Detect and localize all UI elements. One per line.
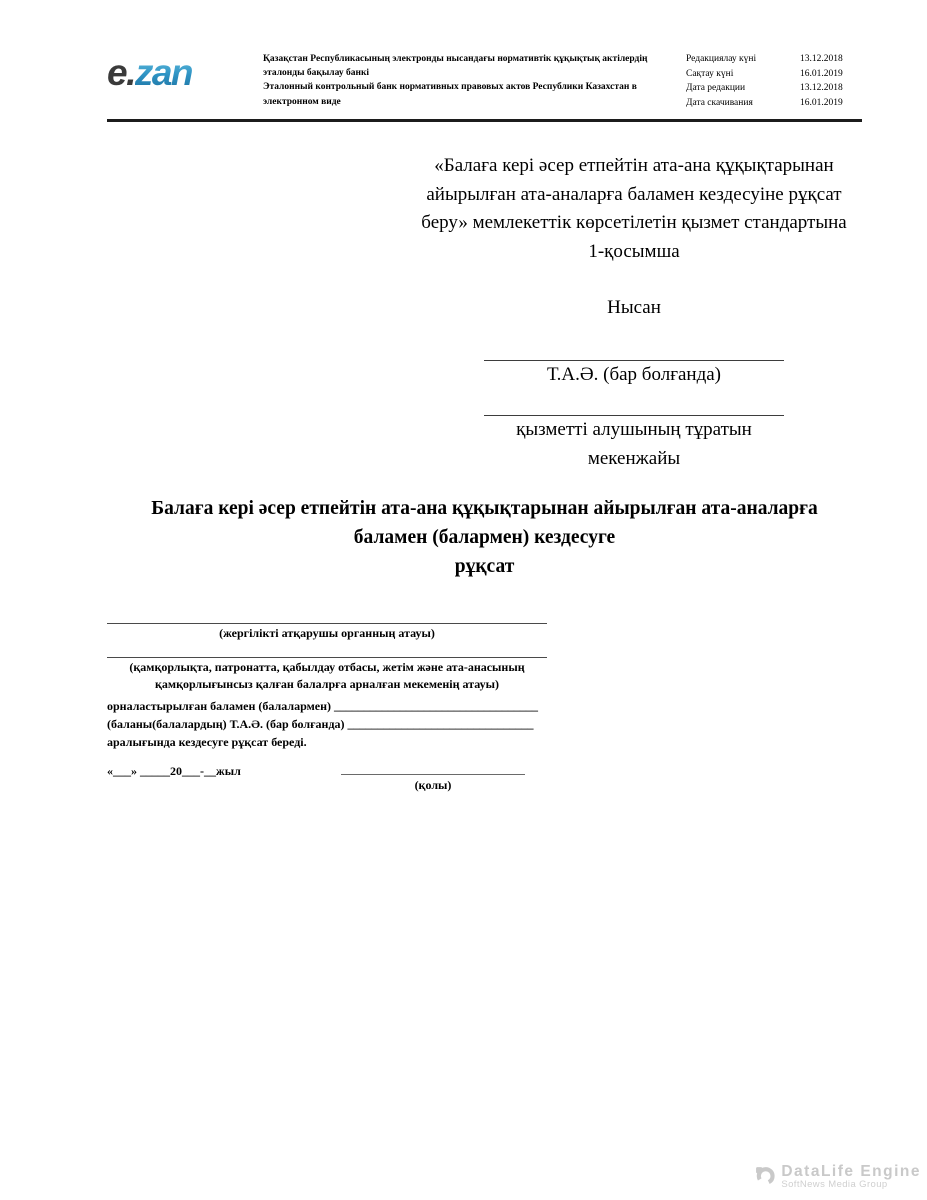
appendix-number: 1-қосымша	[588, 240, 680, 262]
placed-child-line: орналастырылған баламен (балалармен) __________________________________	[107, 699, 538, 713]
date-value: 16.01.2019	[800, 68, 843, 79]
date-row-edit-kk	[686, 52, 862, 67]
authority-fill-line	[107, 613, 547, 624]
signature-caption: (қолы)	[414, 778, 452, 792]
institution-fill-line	[107, 647, 547, 658]
ezan-logo	[107, 50, 245, 96]
fio-caption: Т.А.Ә. (бар болғанда)	[546, 363, 722, 385]
form-body	[107, 613, 547, 794]
document-dates	[686, 50, 862, 110]
org-description	[245, 50, 686, 109]
date-value: 13.12.2018	[800, 83, 843, 93]
org-description-russian: Эталонный контрольный банк нормативных правовых актов Республики Казахстан в электронном виде	[263, 82, 637, 107]
date-signature-row	[107, 763, 547, 794]
institution-caption: (қамқорлықта, патронатта, қабылдау отбасы, жетім және ата-анасының қамқорлығынсыз қалған балалрға арналған мекеменің атауы)	[129, 660, 525, 691]
date-label: Дата скачивания	[686, 97, 753, 108]
standard-reference-text: «Балаға кері әсер етпейтін ата-ана құқықтарынан айырылған ата-аналарға баламен кездесуіне рұқсат беру» мемлекеттік көрсетілетін қызмет стандартына	[421, 155, 847, 233]
datalife-engine-icon	[754, 1165, 776, 1192]
header-divider	[107, 119, 862, 122]
date-value: 13.12.2018	[800, 54, 843, 64]
permit-line: аралығында кездесуге рұқсат береді.	[107, 735, 307, 749]
date-row-download-ru	[686, 96, 862, 111]
watermark-brand: DataLife Engine	[781, 1163, 921, 1180]
appendix-block	[406, 152, 862, 473]
ezan-logo-suffix: zan	[134, 52, 193, 93]
date-value: 16.01.2019	[800, 97, 843, 108]
authority-caption: (жергілікті атқарушы органның атауы)	[219, 626, 435, 640]
date-blank-line: «___» _____20___-__жыл	[107, 764, 241, 778]
signature-block	[341, 763, 525, 794]
document-title-line-1: Балаға кері әсер етпейтін ата-ана құқықтарынан айырылған ата-аналарға	[151, 498, 818, 519]
date-label: Сақтау күні	[686, 68, 734, 79]
date-label: Дата редакции	[686, 83, 746, 93]
document-title-line-2: баламен (балармен) кездесуге	[353, 527, 616, 548]
datalife-watermark	[754, 1164, 921, 1192]
date-row-saved-kk	[686, 67, 862, 82]
org-description-kazakh: Қазақстан Республикасының электронды нысандағы нормативтік құқықтық актілердің эталонды бақылау банкі	[263, 54, 648, 79]
document-title-line-3: рұқсат	[454, 556, 515, 577]
form-label: Нысан	[607, 297, 661, 318]
document-title	[107, 494, 862, 581]
date-label: Редакциялау күні	[686, 54, 757, 64]
ezan-logo-prefix: e.	[107, 52, 135, 93]
document-content	[107, 50, 862, 794]
watermark-text	[781, 1164, 921, 1190]
date-row-edit-ru	[686, 81, 862, 96]
document-header	[107, 50, 862, 110]
signature-fill-line	[341, 763, 525, 775]
address-caption: қызметті алушының тұратын мекенжайы	[516, 419, 752, 469]
watermark-subbrand: SoftNews Media Group	[781, 1179, 888, 1190]
child-fio-line: (баланы(балалардың) Т.А.Ә. (бар болғанда) _______________________________	[107, 717, 534, 731]
